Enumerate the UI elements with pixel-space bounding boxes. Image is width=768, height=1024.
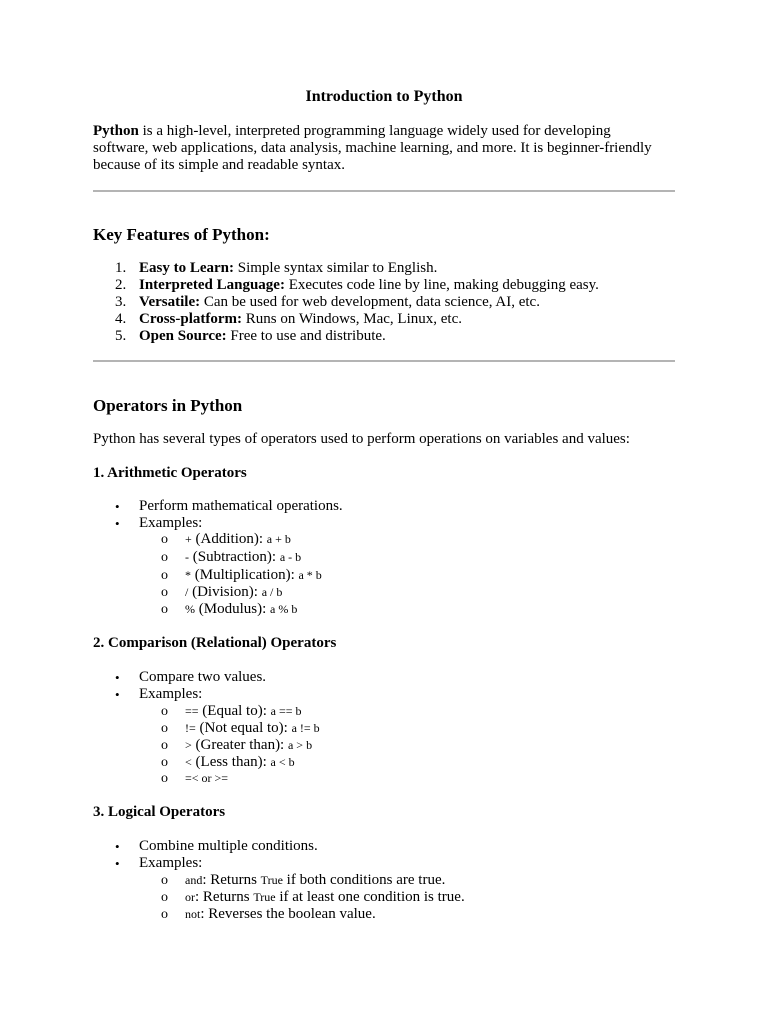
operator-symbol: =< or >=: [185, 771, 229, 785]
bullet-text: Examples:: [139, 686, 203, 702]
operator-desc: : Reverses the boolean value.: [200, 906, 376, 922]
operator-symbol: or: [185, 890, 195, 904]
operators-heading: Operators in Python: [93, 396, 243, 415]
features-heading: Key Features of Python:: [93, 225, 270, 244]
circle-bullet-icon: o: [161, 585, 168, 600]
feature-term: Versatile:: [139, 294, 201, 310]
horizontal-rule: [93, 190, 675, 192]
bullet-icon: •: [115, 670, 120, 685]
intro-line-1: is a high-level, interpreted programming language widely used for developing: [138, 123, 611, 139]
page-title: Introduction to Python: [305, 88, 463, 105]
operator-desc: : Returns: [202, 872, 261, 888]
feature-desc: Runs on Windows, Mac, Linux, etc.: [242, 311, 462, 327]
operator-desc: : Returns: [195, 889, 254, 905]
feature-number: 1.: [115, 260, 127, 276]
bullet-text: Combine multiple conditions.: [139, 838, 318, 854]
feature-term: Interpreted Language:: [139, 277, 285, 293]
operator-desc: (Less than):: [191, 754, 271, 770]
feature-desc: Simple syntax similar to English.: [234, 260, 438, 276]
intro-line-3: because of its simple and readable syntax.: [93, 157, 345, 173]
circle-bullet-icon: o: [161, 907, 168, 922]
circle-bullet-icon: o: [161, 602, 168, 617]
feature-number: 3.: [115, 294, 127, 310]
bullet-text: Examples:: [139, 855, 203, 871]
feature-term: Easy to Learn:: [139, 260, 234, 276]
operator-symbol: and: [185, 873, 203, 887]
circle-bullet-icon: o: [161, 771, 168, 786]
arithmetic-heading: 1. Arithmetic Operators: [93, 465, 247, 481]
operator-desc: (Not equal to):: [195, 720, 292, 736]
bullet-icon: •: [115, 687, 120, 702]
operator-desc: (Equal to):: [198, 703, 271, 719]
operator-symbol: ==: [185, 704, 199, 718]
bullet-text: Examples:: [139, 515, 203, 531]
operator-example: a % b: [270, 602, 298, 616]
operator-symbol: <: [185, 755, 192, 769]
operator-symbol: *: [185, 568, 191, 582]
operator-example: a == b: [270, 704, 302, 718]
operator-desc: (Greater than):: [191, 737, 288, 753]
operator-symbol: -: [185, 550, 189, 564]
feature-term: Open Source:: [139, 328, 227, 344]
feature-number: 2.: [115, 277, 127, 293]
circle-bullet-icon: o: [161, 568, 168, 583]
feature-number: 4.: [115, 311, 127, 327]
circle-bullet-icon: o: [161, 532, 168, 547]
circle-bullet-icon: o: [161, 550, 168, 565]
operator-example: a != b: [291, 721, 320, 735]
operator-desc: (Modulus):: [195, 601, 270, 617]
operator-desc-tail: if both conditions are true.: [282, 872, 446, 888]
feature-term: Cross-platform:: [139, 311, 243, 327]
operator-desc: (Addition):: [191, 531, 267, 547]
operator-desc-tail: if at least one condition is true.: [275, 889, 465, 905]
operator-desc: (Subtraction):: [189, 549, 280, 565]
circle-bullet-icon: o: [161, 738, 168, 753]
circle-bullet-icon: o: [161, 721, 168, 736]
operator-symbol: !=: [185, 721, 196, 735]
operator-example: a - b: [279, 550, 302, 564]
intro-paragraph: [93, 123, 675, 174]
operator-symbol: %: [185, 602, 195, 616]
operator-symbol: +: [185, 532, 192, 546]
operator-symbol: not: [185, 907, 201, 921]
feature-desc: Free to use and distribute.: [226, 328, 386, 344]
bullet-icon: •: [115, 516, 120, 531]
bullet-icon: •: [115, 839, 120, 854]
circle-bullet-icon: o: [161, 890, 168, 905]
bullet-icon: •: [115, 856, 120, 871]
operator-example: a > b: [287, 738, 313, 752]
operator-symbol: /: [185, 585, 189, 599]
bullet-text: Perform mathematical operations.: [139, 498, 343, 514]
operator-example: a < b: [270, 755, 295, 769]
operator-example: a / b: [261, 585, 283, 599]
operator-example: a * b: [298, 568, 322, 582]
operator-example: a + b: [266, 532, 291, 546]
comparison-heading: 2. Comparison (Relational) Operators: [93, 635, 337, 651]
circle-bullet-icon: o: [161, 704, 168, 719]
logical-heading: 3. Logical Operators: [93, 804, 226, 820]
intro-bold: Python: [93, 123, 139, 139]
operator-value: True: [253, 890, 276, 904]
horizontal-rule: [93, 360, 675, 362]
operator-symbol: >: [185, 738, 192, 752]
bullet-icon: •: [115, 499, 120, 514]
operator-desc: (Division):: [188, 584, 262, 600]
operator-value: True: [260, 873, 283, 887]
operator-desc: (Multiplication):: [191, 567, 299, 583]
feature-number: 5.: [115, 328, 127, 344]
circle-bullet-icon: o: [161, 755, 168, 770]
operators-intro: Python has several types of operators used to perform operations on variables and values:: [93, 431, 630, 447]
feature-desc: Executes code line by line, making debugging easy.: [284, 277, 599, 293]
circle-bullet-icon: o: [161, 873, 168, 888]
bullet-text: Compare two values.: [139, 669, 267, 685]
feature-desc: Can be used for web development, data science, AI, etc.: [200, 294, 540, 310]
intro-line-2: software, web applications, data analysis, machine learning, and more. It is beginner-friendly: [93, 140, 652, 156]
